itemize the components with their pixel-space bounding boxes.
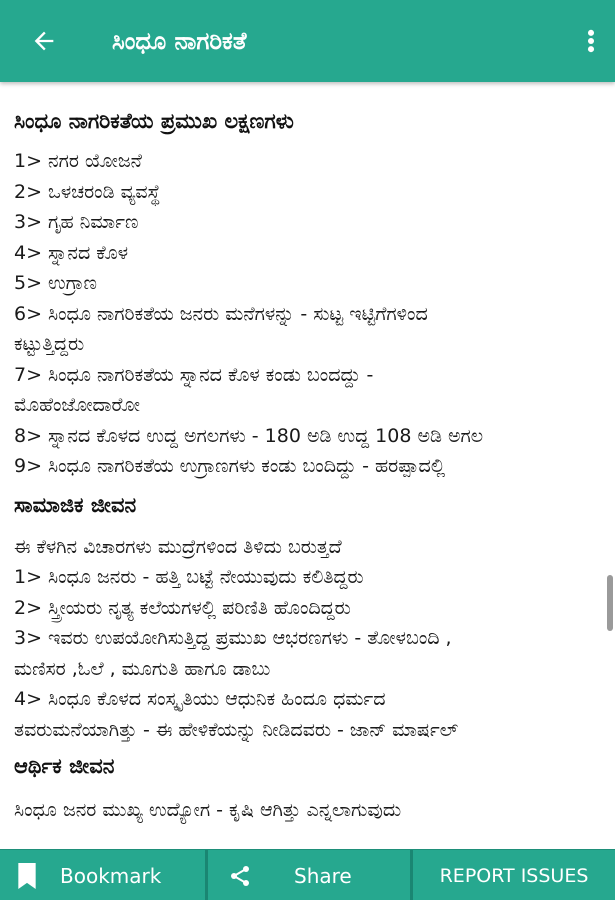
list-item: ತವರುಮನೆಯಾಗಿತ್ತು - ಈ ಹೇಳಿಕೆಯನ್ನು ನೀಡಿದವರು - ಜಾನ್ ಮಾರ್ಷಲ್ (14, 718, 459, 741)
report-issues-label: REPORT ISSUES (439, 864, 589, 887)
report-issues-button[interactable] (410, 850, 615, 900)
list-item: 2> ಒಳಚರಂಡಿ ವ್ಯವಸ್ಥೆ (14, 180, 161, 203)
list-item: 4> ಸಿಂಧೂ ಕೊಳದ ಸಂಸ್ಕೃತಿಯು ಆಧುನಿಕ ಹಿಂದೂ ಧರ್ಮದ (14, 688, 386, 710)
list-item: 6> ಸಿಂಧೂ ನಾಗರಿಕತೆಯ ಜನರು ಮನೆಗಳನ್ನು - ಸುಟ್ಟ ಇಟ್ಟಿಗೆಗಳಿಂದ (14, 302, 428, 325)
list-item: ಕಟ್ಟುತ್ತಿದ್ದರು (14, 333, 85, 355)
list-item: ಮಣಿಸರ ,ಓಲೆ , ಮೂಗುತಿ ಹಾಗೂ ಡಾಬು (14, 657, 271, 680)
list-item: 9> ಸಿಂಧೂ ನಾಗರಿಕತೆಯ ಉಗ್ರಾಣಗಳು ಕಂಡು ಬಂದಿದ್ದು - ಹರಪ್ಪಾದಲ್ಲಿ (14, 455, 446, 477)
list-item: ಮೊಹೆಂಜೋದಾರೋ (14, 394, 140, 416)
more-vert-icon (586, 27, 596, 55)
article-content[interactable] (0, 82, 615, 849)
share-button[interactable] (205, 850, 410, 900)
list-item: 4> ಸ್ನಾನದ ಕೊಳ (14, 241, 129, 264)
bookmark-button[interactable] (0, 850, 205, 900)
bookmark-label: Bookmark (60, 863, 162, 888)
section-heading-features: ಸಿಂಧೂ ನಾಗರಿಕತೆಯ ಪ್ರಮುಖ ಲಕ್ಷಣಗಳು (14, 109, 294, 133)
back-button[interactable] (12, 0, 76, 82)
list-item: ಸಿಂಧೂ ಜನರ ಮುಖ್ಯ ಉದ್ಯೋಗ - ಕೃಷಿ ಆಗಿತ್ತು ಎನ್ನಲಾಗುವುದು (14, 799, 402, 821)
list-item: 3> ಇವರು ಉಪಯೋಗಿಸುತ್ತಿದ್ದ ಪ್ರಮುಖ ಆಭರಣಗಳು - ತೋಳಬಂದಿ , (14, 627, 452, 649)
bookmark-icon (16, 863, 38, 889)
scrollbar-thumb[interactable] (607, 575, 613, 631)
overflow-menu-button[interactable] (571, 0, 611, 82)
list-item: ಈ ಕೆಳಗಿನ ವಿಚಾರಗಳು ಮುದ್ರೆಗಳಿಂದ ತಿಳಿದು ಬರುತ್ತದೆ (14, 535, 342, 558)
list-item: 8> ಸ್ನಾನದ ಕೊಳದ ಉದ್ದ ಅಗಲಗಳು - 180 ಅಡಿ ಉದ್ದ 108 ಅಡಿ ಅಗಲ (14, 424, 484, 447)
share-label: Share (294, 863, 352, 888)
list-item: 7> ಸಿಂಧೂ ನಾಗರಿಕತೆಯ ಸ್ನಾನದ ಕೊಳ ಕಂಡು ಬಂದದ್ದು - (14, 363, 374, 386)
arrow-back-icon (30, 27, 58, 55)
list-item: 3> ಗೃಹ ನಿರ್ಮಾಣ (14, 211, 139, 233)
page-title: ಸಿಂಧೂ ನಾಗರಿಕತೆ (112, 27, 247, 55)
section-heading-social-life: ಸಾಮಾಜಿಕ ಜೀವನ (14, 492, 137, 517)
list-item: 5> ಉಗ್ರಾಣ (14, 272, 97, 294)
list-item: 1> ಸಿಂಧೂ ಜನರು - ಹತ್ತಿ ಬಟ್ಟೆ ನೇಯುವುದು ಕಲಿತಿದ್ದರು (14, 566, 364, 588)
section-heading-economic-life: ಆರ್ಥಿಕ ಜೀವನ (14, 754, 115, 778)
list-item: 2> ಸ್ತ್ರೀಯರು ನೃತ್ಯ ಕಲೆಯಗಳಲ್ಲಿ ಪರಿಣಿತಿ ಹೊಂದಿದ್ದರು (14, 596, 351, 619)
share-icon (228, 864, 252, 888)
list-item: 1> ನಗರ ಯೋಜನೆ (14, 150, 142, 172)
app-bar (0, 0, 615, 82)
bottom-action-bar (0, 849, 615, 900)
